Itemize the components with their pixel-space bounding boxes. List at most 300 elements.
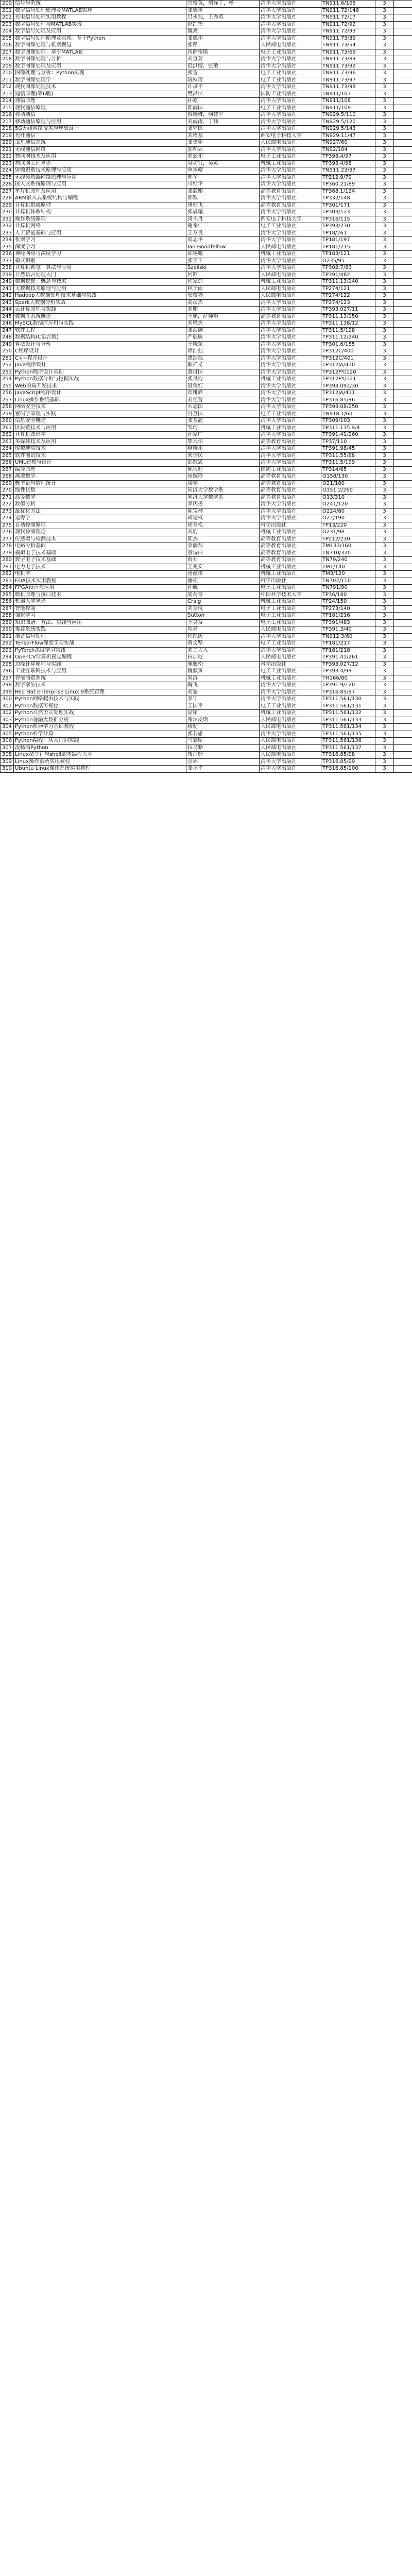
table-row <box>1 355 412 362</box>
table-row <box>1 564 412 571</box>
cell-publisher: 机械工业出版社 <box>260 710 321 717</box>
cell-publisher: 清华大学出版社 <box>260 689 321 696</box>
cell-empty <box>394 766 412 773</box>
cell-title: 数据结构(C语言版) <box>14 334 186 342</box>
cell-title: 通信原理 <box>14 98 186 105</box>
cell-quantity: 3 <box>375 626 394 634</box>
cell-title: JavaScript程序设计 <box>14 390 186 397</box>
cell-publisher: 电子工业出版社 <box>260 668 321 675</box>
table-row <box>1 613 412 620</box>
cell-call-number: TP312C/400 <box>321 348 375 355</box>
cell-call-number: TH166/80 <box>321 675 375 682</box>
cell-title: 嵌入式系统原理与应用 <box>14 181 186 189</box>
cell-author: 魏毅寅 <box>186 668 260 675</box>
cell-call-number: O22/190 <box>321 515 375 522</box>
cell-author: Sutton <box>186 613 260 620</box>
table-row <box>1 689 412 696</box>
cell-author: 汤小丹 <box>186 216 260 223</box>
cell-title: 区块链技术与应用 <box>14 425 186 432</box>
cell-quantity: 3 <box>375 188 394 195</box>
cell-row-number: 202 <box>1 14 14 22</box>
cell-empty <box>394 369 412 376</box>
cell-row-number: 210 <box>1 70 14 77</box>
cell-empty <box>394 1 412 8</box>
cell-row-number: 227 <box>1 188 14 195</box>
cell-quantity: 3 <box>375 258 394 265</box>
cell-empty <box>394 487 412 495</box>
cell-row-number: 267 <box>1 466 14 473</box>
cell-quantity: 3 <box>375 738 394 745</box>
cell-author: 童诗白 <box>186 550 260 557</box>
cell-title: 强化学习 <box>14 613 186 620</box>
cell-title: 多媒体技术及应用 <box>14 438 186 446</box>
cell-author: 谭浩强 <box>186 355 260 362</box>
cell-empty <box>394 251 412 258</box>
table-row <box>1 724 412 731</box>
cell-quantity: 3 <box>375 146 394 154</box>
cell-row-number: 217 <box>1 118 14 126</box>
cell-call-number: TP314/65 <box>321 466 375 473</box>
cell-empty <box>394 42 412 49</box>
cell-row-number: 274 <box>1 515 14 522</box>
cell-call-number: TN929.5/120 <box>321 118 375 126</box>
cell-quantity: 3 <box>375 675 394 682</box>
cell-empty <box>394 571 412 578</box>
cell-quantity: 3 <box>375 230 394 237</box>
cell-author: 张德丰 <box>186 7 260 14</box>
cell-title: 大数据技术原理与应用 <box>14 285 186 293</box>
cell-row-number: 285 <box>1 591 14 599</box>
table-row <box>1 230 412 237</box>
cell-call-number: TP368.1/124 <box>321 188 375 195</box>
cell-row-number: 236 <box>1 251 14 258</box>
cell-publisher: 清华大学出版社 <box>260 460 321 467</box>
table-row <box>1 487 412 495</box>
cell-empty <box>394 550 412 557</box>
cell-author: 张德丰 <box>186 35 260 42</box>
cell-call-number: TP316.85/99 <box>321 758 375 766</box>
cell-author: 王国平 <box>186 703 260 710</box>
cell-title: 密码学原理与实践 <box>14 411 186 418</box>
cell-row-number: 212 <box>1 84 14 91</box>
cell-publisher: 清华大学出版社 <box>260 397 321 404</box>
cell-empty <box>394 605 412 613</box>
cell-author: 张毅刚 <box>186 188 260 195</box>
table-row <box>1 70 412 77</box>
cell-row-number: 244 <box>1 307 14 314</box>
cell-call-number: TN911/108 <box>321 98 375 105</box>
cell-call-number: TN911.23/97 <box>321 167 375 175</box>
cell-author: 李庆扬 <box>186 501 260 509</box>
cell-empty <box>394 703 412 710</box>
cell-call-number: TP391.98/45 <box>321 446 375 453</box>
cell-call-number: TP316/115 <box>321 216 375 223</box>
cell-publisher: 人民邮电出版社 <box>260 724 321 731</box>
cell-row-number: 253 <box>1 369 14 376</box>
cell-title: EDA技术实用教程 <box>14 578 186 585</box>
cell-quantity: 3 <box>375 216 394 223</box>
cell-quantity: 3 <box>375 752 394 759</box>
cell-row-number: 205 <box>1 35 14 42</box>
cell-row-number: 272 <box>1 501 14 509</box>
table-row <box>1 536 412 543</box>
cell-empty <box>394 154 412 161</box>
cell-empty <box>394 112 412 119</box>
cell-row-number: 268 <box>1 473 14 481</box>
cell-author: 郭梯云 <box>186 146 260 154</box>
cell-publisher: 电子工业出版社 <box>260 585 321 592</box>
cell-publisher: 清华大学出版社 <box>260 390 321 397</box>
table-row <box>1 731 412 738</box>
cell-row-number: 204 <box>1 28 14 36</box>
cell-row-number: 307 <box>1 744 14 752</box>
cell-quantity: 3 <box>375 703 394 710</box>
cell-call-number: TP332/148 <box>321 195 375 202</box>
cell-empty <box>394 689 412 696</box>
cell-empty <box>394 272 412 279</box>
cell-empty <box>394 446 412 453</box>
cell-publisher: 高等教育出版社 <box>260 473 321 481</box>
cell-title: 最优化方法 <box>14 508 186 515</box>
cell-title: TensorFlow深度学习实战 <box>14 640 186 648</box>
table-row <box>1 49 412 56</box>
cell-publisher: 电子工业出版社 <box>260 223 321 230</box>
cell-empty <box>394 327 412 334</box>
table-row <box>1 154 412 161</box>
cell-quantity: 3 <box>375 613 394 620</box>
cell-call-number: TP212/230 <box>321 536 375 543</box>
cell-empty <box>394 209 412 216</box>
cell-author: 刘增基 <box>186 132 260 140</box>
cell-empty <box>394 633 412 640</box>
cell-quantity: 3 <box>375 585 394 592</box>
cell-quantity: 3 <box>375 724 394 731</box>
cell-empty <box>394 522 412 529</box>
cell-author: 陶飞 <box>186 682 260 689</box>
cell-author: 周志华 <box>186 237 260 244</box>
table-row <box>1 28 412 36</box>
cell-author: 樊昌信 <box>186 91 260 98</box>
cell-call-number: TP303/123 <box>321 209 375 216</box>
cell-call-number: TP311.561/131 <box>321 703 375 710</box>
table-row <box>1 696 412 703</box>
cell-quantity: 3 <box>375 661 394 668</box>
table-row <box>1 188 412 195</box>
table-row <box>1 480 412 487</box>
cell-quantity: 3 <box>375 411 394 418</box>
cell-author: 耿祥义 <box>186 362 260 369</box>
cell-publisher: 清华大学出版社 <box>260 307 321 314</box>
cell-author: 冯登国 <box>186 411 260 418</box>
cell-call-number: TP311.561/136 <box>321 738 375 745</box>
cell-call-number: TP311.55/88 <box>321 452 375 460</box>
cell-author: 刘二大人 <box>186 647 260 654</box>
cell-call-number: TN912.3/60 <box>321 633 375 640</box>
cell-publisher: 清华大学出版社 <box>260 348 321 355</box>
cell-publisher: 清华大学出版社 <box>260 181 321 189</box>
cell-quantity: 3 <box>375 633 394 640</box>
cell-quantity: 3 <box>375 438 394 446</box>
cell-author: 邱锡鹏 <box>186 251 260 258</box>
cell-empty <box>394 418 412 425</box>
cell-title: 软件工程 <box>14 327 186 334</box>
cell-author: 布卢姆 <box>186 752 260 759</box>
cell-quantity: 3 <box>375 1 394 8</box>
cell-call-number: TN911.73/92 <box>321 63 375 70</box>
cell-title: 算法设计与分析 <box>14 341 186 348</box>
table-row <box>1 244 412 251</box>
cell-empty <box>394 675 412 682</box>
cell-empty <box>394 195 412 202</box>
cell-row-number: 254 <box>1 376 14 383</box>
cell-quantity: 3 <box>375 84 394 91</box>
table-row <box>1 501 412 509</box>
cell-call-number: TP311.13/140 <box>321 279 375 286</box>
cell-publisher: 机械工业出版社 <box>260 571 321 578</box>
table-row <box>1 571 412 578</box>
cell-title: 数字图像处理与机器视觉 <box>14 42 186 49</box>
cell-quantity: 3 <box>375 313 394 320</box>
cell-call-number: TP316.85/97 <box>321 689 375 696</box>
table-row <box>1 35 412 42</box>
cell-title: 概率论与数理统计 <box>14 480 186 487</box>
cell-publisher: 清华大学出版社 <box>260 84 321 91</box>
cell-quantity: 3 <box>375 536 394 543</box>
cell-quantity: 3 <box>375 376 394 383</box>
table-row <box>1 738 412 745</box>
cell-empty <box>394 752 412 759</box>
cell-quantity: 3 <box>375 758 394 766</box>
table-row <box>1 591 412 599</box>
cell-publisher: 清华大学出版社 <box>260 63 321 70</box>
cell-author: 张更新 <box>186 140 260 147</box>
cell-empty <box>394 70 412 77</box>
cell-empty <box>394 515 412 522</box>
cell-call-number: TP316.85/96 <box>321 397 375 404</box>
cell-author: 韩家炜 <box>186 279 260 286</box>
table-row <box>1 307 412 314</box>
cell-empty <box>394 230 412 237</box>
table-row <box>1 91 412 98</box>
table-row <box>1 376 412 383</box>
table-row <box>1 126 412 133</box>
cell-row-number: 302 <box>1 710 14 717</box>
cell-quantity: 3 <box>375 731 394 738</box>
cell-publisher: 人民邮电出版社 <box>260 272 321 279</box>
cell-call-number: TP391.3/40 <box>321 626 375 634</box>
cell-row-number: 292 <box>1 640 14 648</box>
cell-publisher: 人民邮电出版社 <box>260 626 321 634</box>
cell-row-number: 262 <box>1 432 14 439</box>
cell-call-number: TN79/240 <box>321 557 375 564</box>
cell-quantity: 3 <box>375 369 394 376</box>
cell-row-number: 309 <box>1 758 14 766</box>
cell-title: 深度学习 <box>14 244 186 251</box>
cell-author: Ian Goodfellow <box>186 244 260 251</box>
cell-row-number: 271 <box>1 494 14 501</box>
table-row <box>1 411 412 418</box>
cell-author: 严蔚敏 <box>186 334 260 342</box>
table-row <box>1 320 412 328</box>
cell-quantity: 3 <box>375 112 394 119</box>
cell-author: 黄文坚 <box>186 640 260 648</box>
cell-call-number: TN911.72/17 <box>321 14 375 22</box>
cell-author: 谢希仁 <box>186 223 260 230</box>
cell-author: 施巍松 <box>186 661 260 668</box>
cell-call-number: TP311.561/130 <box>321 696 375 703</box>
cell-row-number: 206 <box>1 42 14 49</box>
cell-publisher: 机械工业出版社 <box>260 376 321 383</box>
cell-row-number: 300 <box>1 696 14 703</box>
cell-row-number: 222 <box>1 154 14 161</box>
cell-publisher: 清华大学出版社 <box>260 341 321 348</box>
cell-call-number: TP181/218 <box>321 647 375 654</box>
table-row <box>1 473 412 481</box>
cell-call-number: O158/130 <box>321 473 375 481</box>
cell-title: FPGA设计与应用 <box>14 585 186 592</box>
cell-empty <box>394 654 412 662</box>
table-row <box>1 744 412 752</box>
cell-author: 刘遄 <box>186 689 260 696</box>
cell-author: 同济大学数学系 <box>186 494 260 501</box>
cell-empty <box>394 181 412 189</box>
cell-title: 机器学习 <box>14 237 186 244</box>
cell-row-number: 232 <box>1 223 14 230</box>
cell-quantity: 3 <box>375 710 394 717</box>
cell-title: 模式识别 <box>14 258 186 265</box>
cell-empty <box>394 411 412 418</box>
cell-author: 李宁 <box>186 696 260 703</box>
cell-author: 潘松 <box>186 578 260 585</box>
cell-title: Spark大数据分析实战 <box>14 299 186 307</box>
table-row <box>1 710 412 717</box>
cell-empty <box>394 188 412 195</box>
cell-quantity: 3 <box>375 307 394 314</box>
cell-publisher: 电子工业出版社 <box>260 105 321 112</box>
cell-call-number: TN911.6/105 <box>321 1 375 8</box>
cell-publisher: 科学出版社 <box>260 578 321 585</box>
cell-quantity: 3 <box>375 154 394 161</box>
table-row <box>1 578 412 585</box>
cell-author: 张铮 <box>186 42 260 49</box>
cell-publisher: 电子工业出版社 <box>260 77 321 84</box>
cell-author: 孙屹 <box>186 98 260 105</box>
cell-empty <box>394 404 412 411</box>
cell-call-number: TM1/140 <box>321 564 375 571</box>
cell-title: 数字信号处理原理及MATLAB实现 <box>14 7 186 14</box>
cell-publisher: 人民邮电出版社 <box>260 717 321 724</box>
cell-call-number: TN710/320 <box>321 550 375 557</box>
cell-quantity: 3 <box>375 654 394 662</box>
cell-quantity: 3 <box>375 14 394 22</box>
cell-title: 微机原理与接口技术 <box>14 591 186 599</box>
cell-row-number: 277 <box>1 536 14 543</box>
cell-quantity: 3 <box>375 557 394 564</box>
cell-row-number: 257 <box>1 397 14 404</box>
cell-empty <box>394 599 412 606</box>
cell-quantity: 3 <box>375 265 394 272</box>
cell-empty <box>394 529 412 536</box>
table-row <box>1 766 412 773</box>
cell-empty <box>394 14 412 22</box>
cell-row-number: 265 <box>1 452 14 460</box>
table-row <box>1 223 412 230</box>
cell-quantity: 3 <box>375 397 394 404</box>
cell-publisher: 清华大学出版社 <box>260 28 321 36</box>
cell-quantity: 3 <box>375 668 394 675</box>
cell-publisher: 高等教育出版社 <box>260 438 321 446</box>
cell-title: 数字图像处理学 <box>14 77 186 84</box>
cell-call-number: TP309/103 <box>321 418 375 425</box>
cell-row-number: 291 <box>1 633 14 640</box>
cell-title: UML建模与设计 <box>14 460 186 467</box>
cell-call-number: TP302.7/83 <box>321 265 375 272</box>
table-row <box>1 362 412 369</box>
cell-publisher: 清华大学出版社 <box>260 56 321 63</box>
cell-publisher: 电子工业出版社 <box>260 640 321 648</box>
cell-author: 张小平 <box>186 766 260 773</box>
cell-author: 陈火旺 <box>186 466 260 473</box>
cell-empty <box>394 334 412 342</box>
cell-call-number: TP316.85/100 <box>321 766 375 773</box>
cell-title: 通信原理(第6版) <box>14 91 186 98</box>
cell-publisher: 清华大学出版社 <box>260 501 321 509</box>
cell-call-number: TP24/150 <box>321 599 375 606</box>
cell-publisher: 清华大学出版社 <box>260 112 321 119</box>
cell-quantity: 3 <box>375 209 394 216</box>
cell-empty <box>394 543 412 550</box>
cell-empty <box>394 126 412 133</box>
cell-row-number: 252 <box>1 362 14 369</box>
cell-publisher: 清华大学出版社 <box>260 146 321 154</box>
cell-row-number: 278 <box>1 543 14 550</box>
table-row <box>1 209 412 216</box>
table-row <box>1 299 412 307</box>
cell-empty <box>394 35 412 42</box>
cell-author: 王昊奋 <box>186 619 260 626</box>
cell-row-number: 240 <box>1 279 14 286</box>
cell-row-number: 255 <box>1 383 14 390</box>
cell-empty <box>394 744 412 752</box>
cell-author: 胡运权 <box>186 515 260 522</box>
cell-row-number: 264 <box>1 446 14 453</box>
table-row <box>1 272 412 279</box>
cell-empty <box>394 28 412 36</box>
cell-title: 数字信号处理与MATLAB实现 <box>14 21 186 28</box>
cell-row-number: 250 <box>1 348 14 355</box>
cell-call-number: TP391/483 <box>321 619 375 626</box>
table-row <box>1 167 412 175</box>
cell-title: 现代图像处理技术 <box>14 84 186 91</box>
table-row <box>1 14 412 22</box>
table-row <box>1 279 412 286</box>
cell-call-number: O231/98 <box>321 529 375 536</box>
cell-call-number: TN911.72/146 <box>321 7 375 14</box>
cell-call-number: TP391/482 <box>321 272 375 279</box>
cell-title: 卫星通信系统 <box>14 140 186 147</box>
cell-quantity: 3 <box>375 682 394 689</box>
cell-author: 蔡晓琳，何建平 <box>186 112 260 119</box>
table-row <box>1 383 412 390</box>
cell-empty <box>394 591 412 599</box>
cell-publisher: 清华大学出版社 <box>260 21 321 28</box>
cell-call-number: TN911.72/93 <box>321 28 375 36</box>
cell-quantity: 3 <box>375 508 394 515</box>
cell-quantity: 3 <box>375 140 394 147</box>
cell-empty <box>394 452 412 460</box>
cell-title: 边缘计算原理与实践 <box>14 661 186 668</box>
cell-quantity: 3 <box>375 98 394 105</box>
